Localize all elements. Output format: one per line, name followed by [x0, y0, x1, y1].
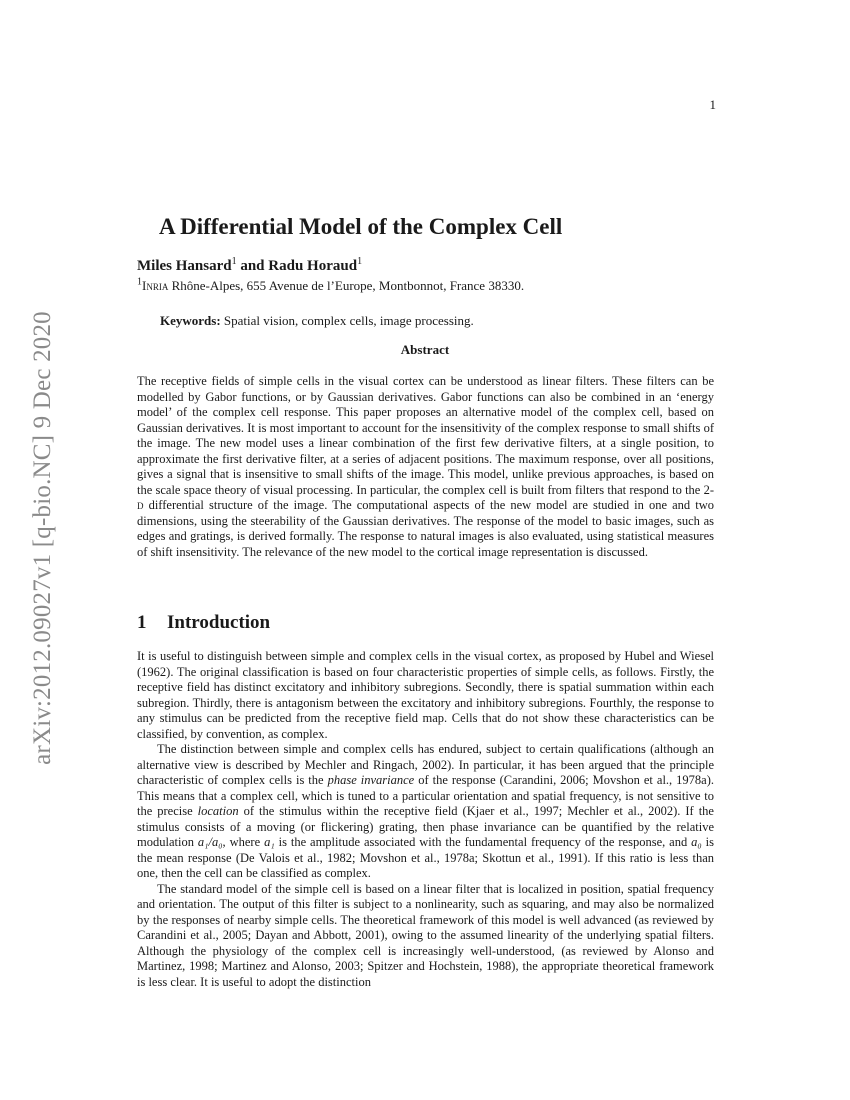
paragraph-text: is the mean response (De Valois et al., 1982; Movshon et al., 1978a; Skottun et al., 1991). If this ratio is less than one, then the cell can be classified as complex.: [137, 835, 715, 880]
paragraph-text: of the stimulus within the receptive field (Kjaer et al., 1997; Mechler et al., 2002). If the stimulus consists of a moving (or flickering) grating, then phase invariance can be quantified by the relative modulation: [137, 804, 714, 849]
arxiv-stamp: arXiv:2012.09027v1 [q-bio.NC] 9 Dec 2020: [29, 311, 56, 765]
abstract-text: The receptive fields of simple cells in the visual cortex can be understood as linear filters. These filters can be modelled by Gabor functions, or by Gaussian derivatives. Gabor functions can also be combined in an ‘energy model’ of the complex cell response. This paper proposes an alternative model of the complex cell, based on Gaussian derivatives. It is most important to account for the insensitivity of the complex response to small shifts of the image. The new model uses a linear combination of the first few derivative filters, at a single position, to approximate the first derivative filter, at a series of adjacent positions. The maximum response, over all positions, gives a signal that is insensitive to small shifts of the image. This model, unlike previous approaches, is based on the scale space theory of visual processing. In particular, the complex cell is built from filters that respond to the: [137, 374, 714, 497]
paragraph-text: , where: [222, 835, 265, 849]
section-title: Introduction: [167, 612, 271, 633]
abstract-heading: Abstract: [400, 342, 450, 357]
keywords-text: Spatial vision, complex cells, image processing.: [220, 313, 474, 328]
paragraph-text: The distinction between simple and complex cells has endured, subject to certain qualifications (although an alternative view is described by Mechler and Ringach, 2002). In particular, it has been argued that the principle characteristic of complex cells is the: [137, 742, 714, 787]
author-name: Miles Hansard: [137, 258, 232, 274]
keywords-label: Keywords:: [160, 313, 221, 328]
paragraph-text: of the response (Carandini, 2006; Movshon et al., 1978a). This means that a complex cell, which is tuned to a particular orientation and spatial frequency, is not sensitive to the precise: [137, 773, 714, 818]
math-expression: a₁/a₀: [197, 835, 223, 849]
emphasis: location: [197, 804, 239, 818]
page-number: 1: [709, 97, 716, 112]
affiliation-text: Rhône-Alpes, 655 Avenue de l’Europe, Montbonnot, France 38330.: [168, 278, 525, 293]
abstract-body: [137, 374, 714, 560]
section-number: 1: [137, 612, 147, 633]
emphasis: phase invariance: [327, 773, 415, 787]
paragraph: [137, 742, 714, 882]
introduction-body: [137, 649, 714, 990]
affiliation-marker: 1: [137, 276, 142, 288]
paragraph: It is useful to distinguish between simple and complex cells in the visual cortex, as proposed by Hubel and Wiesel (1962). The original classification is based on four characteristic properties of simple cells, as follows. Firstly, the receptive field has distinct excitatory and inhibitory subregions. Secondly, there is spatial summation within each subregion. Thirdly, there is antagonism between the excitatory and inhibitory subregions. Fourthly, the response to any stimulus can be predicted from the receptive field map. Cells that do not show these characteristics can be classified, by convention, as complex.: [137, 649, 714, 741]
abstract-text: differential structure of the image. The computational aspects of the new model are studied in one and two dimensions, using the steerability of the Gaussian derivatives. The response of the model to basic images, such as edges and gratings, is derived formally. The response to natural images is also evaluated, using statistical measures of shift insensitivity. The relevance of the new model to the cortical image representation is discussed.: [137, 498, 714, 559]
abstract-dimension: 2-d: [137, 482, 714, 512]
author-name: Radu Horaud: [268, 258, 358, 274]
paper-title: A Differential Model of the Complex Cell: [159, 214, 563, 239]
math-expression: a₀: [691, 835, 702, 849]
author-separator: and: [236, 258, 269, 274]
author-affiliation-marker: 1: [231, 256, 237, 267]
affiliation-institution: Inria: [142, 278, 169, 293]
author-list: [137, 258, 362, 275]
paragraph: The standard model of the simple cell is based on a linear filter that is localized in position, spatial frequency and orientation. The output of this filter is subject to a nonlinearity, such as squaring, and may also be normalized by the responses of nearby simple cells. The theoretical framework of this model is well advanced (as reviewed by Carandini et al., 2005; Dayan and Abbott, 2001), owing to the assumed linearity of the underlying spatial filters. Although the physiology of the complex cell is increasingly well-understood, (as reviewed by Alonso and Martinez, 1998; Martinez and Alonso, 2003; Spitzer and Hochstein, 1988), the appropriate theoretical framework is less clear. It is useful to adopt the distinction: [137, 881, 714, 989]
section-heading: [137, 612, 270, 634]
affiliation: [137, 278, 524, 294]
paragraph-text: is the amplitude associated with the fundamental frequency of the response, and: [274, 835, 692, 849]
author-affiliation-marker: 1: [357, 256, 363, 267]
keywords: [160, 313, 474, 329]
math-expression: a₁: [264, 835, 275, 849]
